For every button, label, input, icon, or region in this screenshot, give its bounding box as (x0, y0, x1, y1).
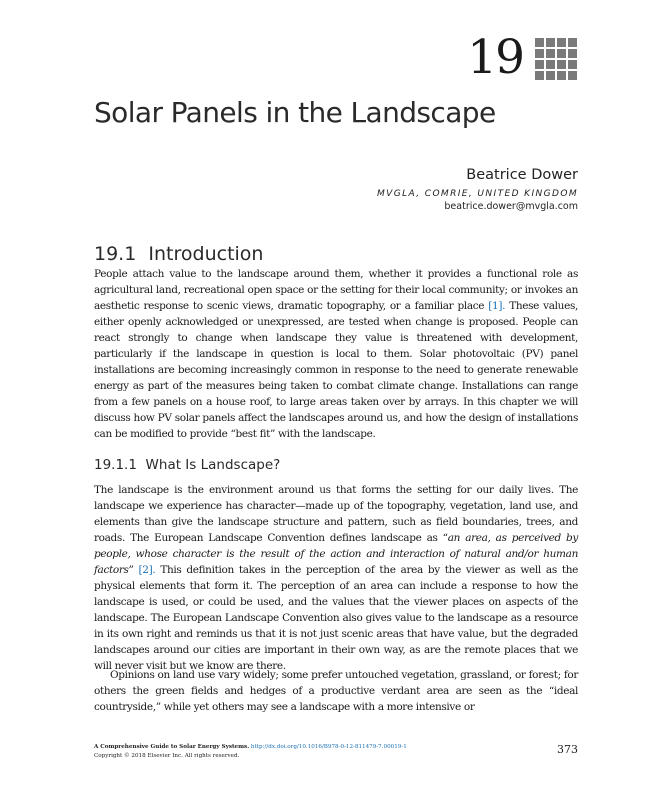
footer-copyright: Copyright © 2018 Elsevier Inc. All rights reserved. (94, 753, 240, 759)
citation-link[interactable]: [2]. (138, 564, 156, 576)
citation-link[interactable]: [1]. (488, 300, 506, 312)
author-block (377, 166, 578, 213)
section-heading (94, 243, 263, 265)
chapter-grid-icon (535, 38, 579, 82)
paragraph-text: People attach value to the landscape around them, whether it provides a functional role as agricultural land, recreational open space or the setting for their local community; or invokes an aesthetic response to scenic views, dramatic topography, or a familiar place (94, 268, 578, 312)
definition-quote: an area, as perceived by people, whose character is the result of the action and interaction of natural and/or human factors (94, 532, 579, 576)
subsection-number: 19.1.1 (94, 457, 137, 473)
paragraph-text: ” (128, 564, 139, 576)
section-number: 19.1 (94, 243, 137, 265)
subsection-title: What Is Landscape? (145, 457, 281, 473)
page-number: 373 (557, 743, 578, 756)
author-name: Beatrice Dower (466, 167, 578, 183)
chapter-number: 19 (467, 30, 523, 85)
author-email: beatrice.dower@mvgla.com (444, 201, 578, 212)
paragraph-text: The landscape is the environment around us that forms the setting for our daily lives. The landscape we experience has character—made up of the topography, vegetation, land use, and elements than give the landscape structure and pattern, such as field boundaries, trees, and roads. The European Landscape Convention defines landscape as “ (94, 484, 578, 544)
chapter-title: Solar Panels in the Landscape (94, 96, 496, 129)
section-title: Introduction (148, 243, 264, 265)
footer-citation (94, 743, 407, 761)
footer-doi-link[interactable]: http://dx.doi.org/10.1016/B978-0-12-811479-7.00019-1 (250, 744, 407, 750)
opinions-paragraph: Opinions on land use vary widely; some prefer untouched vegetation, grassland, or forest; for others the green fields and hedges of a productive verdant area are seen as the “ideal countryside,” while yet others may see a landscape with a more intensive or (94, 669, 578, 713)
subsection-heading (94, 457, 280, 473)
paragraph-text: These values, either openly acknowledged or unexpressed, are tested when change is proposed. People can react strongly to change when landscape they value is threatened with development, particularly if the landscape in question is local to them. Solar photovoltaic (PV) panel installations are becoming increasingly common in response to the need to generate renewable energy as part of the measures being taken to combat climate change. Installations can range from a few panels on a house roof, to large areas taken over by arrays. In this chapter we will discuss how PV solar panels affect the landscapes around us, and how the design of installations can be modified to provide “best fit” with the landscape. (94, 300, 578, 440)
author-affiliation: MVGLA, COMRIE, UNITED KINGDOM (377, 189, 578, 199)
intro-paragraph (94, 266, 578, 442)
footer-book-title: A Comprehensive Guide to Solar Energy Systems. (94, 744, 250, 750)
paragraph-text: This definition takes in the perception of the area by the viewer as well as the physical elements that form it. The perception of an area can include a response to how the landscape is used, or could be used, and the values that the viewer places on aspects of the landscape. The European Landscape Convention also gives value to the landscape as a resource in its own right and reminds us that it is not just scenic areas that have value, but the degraded landscapes around our cities are important in their own way, as are the remote places that we will never visit but we know are there. (94, 564, 578, 672)
landscape-paragraph (94, 482, 578, 674)
